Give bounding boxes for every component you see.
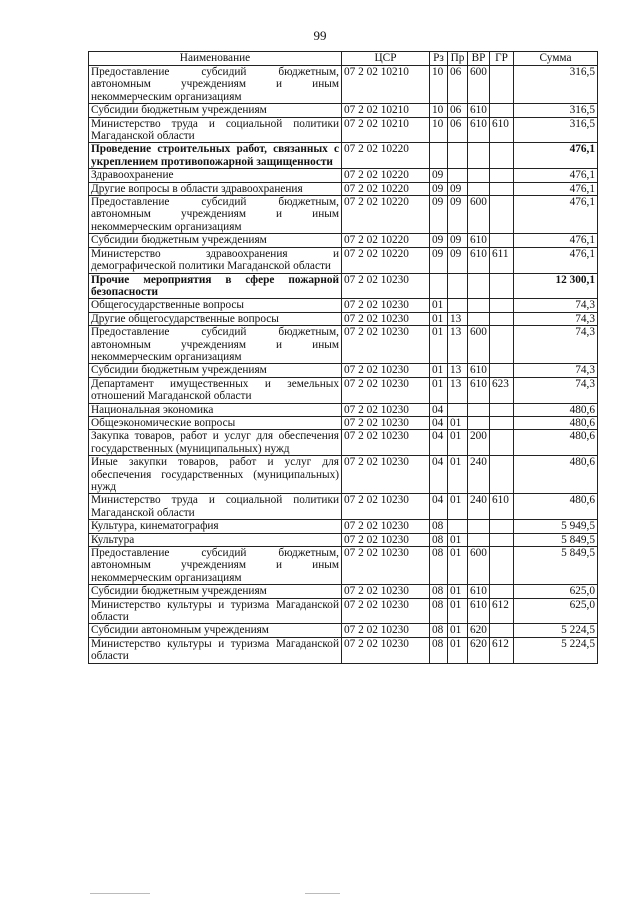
cell-sum: 74,3 — [514, 377, 598, 403]
cell-pr: 01 — [448, 494, 468, 520]
table-row — [89, 299, 598, 312]
cell-sum: 5 849,5 — [514, 533, 598, 546]
cell-rz: 08 — [430, 533, 448, 546]
table-row — [89, 637, 598, 663]
cell-pr: 01 — [448, 585, 468, 598]
table-row — [89, 377, 598, 403]
cell-gr — [490, 196, 514, 234]
cell-name: Министерство труда и социальной политики Магаданской области — [89, 494, 342, 520]
cell-rz: 08 — [430, 598, 448, 624]
cell-rz: 04 — [430, 494, 448, 520]
cell-pr: 13 — [448, 377, 468, 403]
table-row — [89, 104, 598, 117]
cell-gr — [490, 456, 514, 494]
cell-gr — [490, 169, 514, 182]
cell-name: Культура, кинематография — [89, 520, 342, 533]
column-header-gr: ГР — [490, 52, 514, 66]
cell-gr — [490, 326, 514, 364]
cell-sum: 480,6 — [514, 403, 598, 416]
cell-vr: 600 — [468, 66, 490, 104]
cell-name: Департамент имущественных и земельных отношений Магаданской области — [89, 377, 342, 403]
cell-name: Другие вопросы в области здравоохранения — [89, 182, 342, 195]
cell-vr: 610 — [468, 585, 490, 598]
cell-name: Общегосударственные вопросы — [89, 299, 342, 312]
column-header-csr: ЦСР — [342, 52, 430, 66]
cell-vr: 610 — [468, 598, 490, 624]
cell-sum: 476,1 — [514, 182, 598, 195]
cell-pr: 01 — [448, 456, 468, 494]
cell-gr: 612 — [490, 598, 514, 624]
cell-rz: 08 — [430, 547, 448, 585]
footer-rule-center — [305, 893, 340, 894]
cell-csr: 07 2 02 10230 — [342, 598, 430, 624]
cell-gr — [490, 533, 514, 546]
cell-name: Национальная экономика — [89, 403, 342, 416]
cell-rz: 09 — [430, 169, 448, 182]
cell-csr: 07 2 02 10220 — [342, 234, 430, 247]
cell-vr — [468, 299, 490, 312]
cell-sum: 476,1 — [514, 196, 598, 234]
page-number: 99 — [313, 28, 327, 43]
cell-vr: 610 — [468, 117, 490, 143]
cell-rz: 08 — [430, 624, 448, 637]
cell-name: Министерство здравоохранения и демографической политики Магаданской области — [89, 247, 342, 273]
cell-vr — [468, 403, 490, 416]
cell-vr — [468, 143, 490, 169]
cell-pr: 09 — [448, 234, 468, 247]
table-row — [89, 234, 598, 247]
cell-pr: 01 — [448, 430, 468, 456]
cell-sum: 5 224,5 — [514, 624, 598, 637]
cell-pr: 06 — [448, 66, 468, 104]
cell-csr: 07 2 02 10230 — [342, 364, 430, 377]
cell-gr — [490, 182, 514, 195]
cell-vr: 620 — [468, 624, 490, 637]
cell-csr: 07 2 02 10230 — [342, 312, 430, 325]
cell-sum: 5 224,5 — [514, 637, 598, 663]
cell-csr: 07 2 02 10230 — [342, 456, 430, 494]
column-header-name: Наименование — [89, 52, 342, 66]
cell-vr: 240 — [468, 494, 490, 520]
table-row — [89, 196, 598, 234]
cell-pr: 01 — [448, 637, 468, 663]
table-row — [89, 403, 598, 416]
cell-name: Предоставление субсидий бюджетным, автономным учреждениям и иным некоммерческим организациям — [89, 547, 342, 585]
cell-name: Субсидии бюджетным учреждениям — [89, 585, 342, 598]
cell-gr — [490, 66, 514, 104]
table-row — [89, 169, 598, 182]
cell-rz: 01 — [430, 364, 448, 377]
cell-gr — [490, 273, 514, 299]
cell-sum: 480,6 — [514, 416, 598, 429]
cell-name: Здравоохранение — [89, 169, 342, 182]
cell-vr — [468, 416, 490, 429]
cell-pr: 13 — [448, 312, 468, 325]
cell-rz: 09 — [430, 196, 448, 234]
cell-csr: 07 2 02 10230 — [342, 273, 430, 299]
cell-csr: 07 2 02 10220 — [342, 247, 430, 273]
cell-csr: 07 2 02 10210 — [342, 66, 430, 104]
cell-csr: 07 2 02 10230 — [342, 494, 430, 520]
cell-rz: 04 — [430, 416, 448, 429]
cell-gr — [490, 520, 514, 533]
cell-sum: 480,6 — [514, 430, 598, 456]
budget-table — [88, 51, 598, 664]
cell-name: Субсидии бюджетным учреждениям — [89, 234, 342, 247]
cell-gr: 610 — [490, 494, 514, 520]
cell-name: Субсидии бюджетным учреждениям — [89, 364, 342, 377]
table-row — [89, 585, 598, 598]
cell-vr: 600 — [468, 326, 490, 364]
cell-csr: 07 2 02 10230 — [342, 624, 430, 637]
table-row — [89, 547, 598, 585]
table-row — [89, 494, 598, 520]
cell-csr: 07 2 02 10210 — [342, 117, 430, 143]
cell-rz: 01 — [430, 326, 448, 364]
table-row — [89, 624, 598, 637]
cell-rz: 09 — [430, 182, 448, 195]
cell-pr: 01 — [448, 416, 468, 429]
column-header-pr: Пр — [448, 52, 468, 66]
cell-sum: 316,5 — [514, 66, 598, 104]
table-row — [89, 247, 598, 273]
cell-sum: 476,1 — [514, 143, 598, 169]
cell-sum: 74,3 — [514, 299, 598, 312]
cell-gr: 612 — [490, 637, 514, 663]
cell-vr: 600 — [468, 196, 490, 234]
cell-gr: 611 — [490, 247, 514, 273]
cell-vr: 240 — [468, 456, 490, 494]
cell-csr: 07 2 02 10220 — [342, 143, 430, 169]
cell-rz: 04 — [430, 430, 448, 456]
cell-rz: 04 — [430, 403, 448, 416]
cell-sum: 5 949,5 — [514, 520, 598, 533]
table-row — [89, 520, 598, 533]
cell-name: Проведение строительных работ, связанных с укреплением противопожарной защищенности — [89, 143, 342, 169]
column-header-sum: Сумма — [514, 52, 598, 66]
cell-sum: 74,3 — [514, 364, 598, 377]
cell-gr — [490, 430, 514, 456]
cell-rz — [430, 143, 448, 169]
cell-gr — [490, 416, 514, 429]
cell-csr: 07 2 02 10230 — [342, 520, 430, 533]
cell-rz: 08 — [430, 637, 448, 663]
cell-vr: 610 — [468, 234, 490, 247]
cell-gr — [490, 364, 514, 377]
cell-name: Министерство культуры и туризма Магаданской области — [89, 598, 342, 624]
cell-rz: 01 — [430, 312, 448, 325]
cell-name: Субсидии бюджетным учреждениям — [89, 104, 342, 117]
cell-csr: 07 2 02 10230 — [342, 430, 430, 456]
cell-rz: 04 — [430, 456, 448, 494]
cell-rz: 01 — [430, 377, 448, 403]
cell-vr: 610 — [468, 104, 490, 117]
cell-gr — [490, 585, 514, 598]
cell-name: Прочие мероприятия в сфере пожарной безопасности — [89, 273, 342, 299]
cell-csr: 07 2 02 10230 — [342, 299, 430, 312]
cell-name: Иные закупки товаров, работ и услуг для обеспечения государственных (муниципальных) нужд — [89, 456, 342, 494]
cell-pr — [448, 520, 468, 533]
cell-csr: 07 2 02 10230 — [342, 416, 430, 429]
cell-gr — [490, 234, 514, 247]
cell-pr: 06 — [448, 117, 468, 143]
cell-csr: 07 2 02 10230 — [342, 547, 430, 585]
cell-sum: 625,0 — [514, 585, 598, 598]
table-row — [89, 312, 598, 325]
cell-csr: 07 2 02 10230 — [342, 326, 430, 364]
cell-rz: 08 — [430, 520, 448, 533]
cell-gr: 610 — [490, 117, 514, 143]
cell-rz: 10 — [430, 117, 448, 143]
cell-sum: 476,1 — [514, 169, 598, 182]
table-row — [89, 430, 598, 456]
cell-sum: 74,3 — [514, 312, 598, 325]
cell-pr: 01 — [448, 547, 468, 585]
cell-vr: 600 — [468, 547, 490, 585]
cell-rz: 10 — [430, 66, 448, 104]
cell-csr: 07 2 02 10220 — [342, 196, 430, 234]
cell-name: Министерство культуры и туризма Магаданской области — [89, 637, 342, 663]
cell-csr: 07 2 02 10210 — [342, 104, 430, 117]
cell-vr — [468, 273, 490, 299]
cell-csr: 07 2 02 10230 — [342, 403, 430, 416]
cell-rz: 09 — [430, 234, 448, 247]
cell-pr: 01 — [448, 598, 468, 624]
cell-vr — [468, 312, 490, 325]
cell-sum: 316,5 — [514, 104, 598, 117]
cell-vr: 620 — [468, 637, 490, 663]
cell-vr — [468, 533, 490, 546]
cell-vr — [468, 182, 490, 195]
table-row — [89, 273, 598, 299]
cell-pr: 01 — [448, 533, 468, 546]
cell-csr: 07 2 02 10230 — [342, 533, 430, 546]
table-row — [89, 117, 598, 143]
cell-pr — [448, 143, 468, 169]
cell-rz: 10 — [430, 104, 448, 117]
cell-gr — [490, 624, 514, 637]
cell-pr: 09 — [448, 182, 468, 195]
table-header-row — [89, 52, 598, 66]
table-row — [89, 598, 598, 624]
cell-csr: 07 2 02 10220 — [342, 169, 430, 182]
table-row — [89, 416, 598, 429]
table-row — [89, 66, 598, 104]
cell-pr: 09 — [448, 247, 468, 273]
cell-gr — [490, 403, 514, 416]
cell-pr: 13 — [448, 364, 468, 377]
column-header-vr: ВР — [468, 52, 490, 66]
cell-csr: 07 2 02 10230 — [342, 637, 430, 663]
table-row — [89, 364, 598, 377]
cell-vr — [468, 169, 490, 182]
cell-sum: 5 849,5 — [514, 547, 598, 585]
cell-sum: 625,0 — [514, 598, 598, 624]
cell-vr — [468, 520, 490, 533]
cell-gr — [490, 547, 514, 585]
table-row — [89, 182, 598, 195]
cell-sum: 480,6 — [514, 456, 598, 494]
cell-sum: 476,1 — [514, 234, 598, 247]
cell-vr: 610 — [468, 377, 490, 403]
cell-name: Общеэкономические вопросы — [89, 416, 342, 429]
cell-name: Культура — [89, 533, 342, 546]
cell-rz: 08 — [430, 585, 448, 598]
cell-name: Субсидии автономным учреждениям — [89, 624, 342, 637]
cell-pr: 01 — [448, 624, 468, 637]
cell-pr — [448, 299, 468, 312]
cell-vr: 610 — [468, 364, 490, 377]
cell-pr — [448, 403, 468, 416]
cell-sum: 74,3 — [514, 326, 598, 364]
cell-gr — [490, 299, 514, 312]
cell-gr — [490, 143, 514, 169]
cell-gr: 623 — [490, 377, 514, 403]
cell-csr: 07 2 02 10220 — [342, 182, 430, 195]
cell-gr — [490, 312, 514, 325]
cell-name: Предоставление субсидий бюджетным, автономным учреждениям и иным некоммерческим организациям — [89, 66, 342, 104]
cell-name: Закупка товаров, работ и услуг для обеспечения государственных (муниципальных) нужд — [89, 430, 342, 456]
cell-vr: 610 — [468, 247, 490, 273]
cell-name: Предоставление субсидий бюджетным, автономным учреждениям и иным некоммерческим организациям — [89, 326, 342, 364]
cell-pr: 06 — [448, 104, 468, 117]
table-row — [89, 456, 598, 494]
cell-csr: 07 2 02 10230 — [342, 377, 430, 403]
cell-pr — [448, 273, 468, 299]
cell-pr — [448, 169, 468, 182]
cell-pr: 09 — [448, 196, 468, 234]
table-row — [89, 326, 598, 364]
cell-sum: 480,6 — [514, 494, 598, 520]
cell-rz: 09 — [430, 247, 448, 273]
table-row — [89, 533, 598, 546]
cell-name: Предоставление субсидий бюджетным, автономным учреждениям и иным некоммерческим организациям — [89, 196, 342, 234]
footer-rule-left — [90, 893, 150, 894]
cell-pr: 13 — [448, 326, 468, 364]
table-row — [89, 143, 598, 169]
cell-csr: 07 2 02 10230 — [342, 585, 430, 598]
cell-sum: 316,5 — [514, 117, 598, 143]
column-header-rz: Рз — [430, 52, 448, 66]
cell-gr — [490, 104, 514, 117]
cell-rz: 01 — [430, 299, 448, 312]
cell-name: Другие общегосударственные вопросы — [89, 312, 342, 325]
cell-name: Министерство труда и социальной политики Магаданской области — [89, 117, 342, 143]
cell-sum: 476,1 — [514, 247, 598, 273]
cell-rz — [430, 273, 448, 299]
cell-sum: 12 300,1 — [514, 273, 598, 299]
cell-vr: 200 — [468, 430, 490, 456]
